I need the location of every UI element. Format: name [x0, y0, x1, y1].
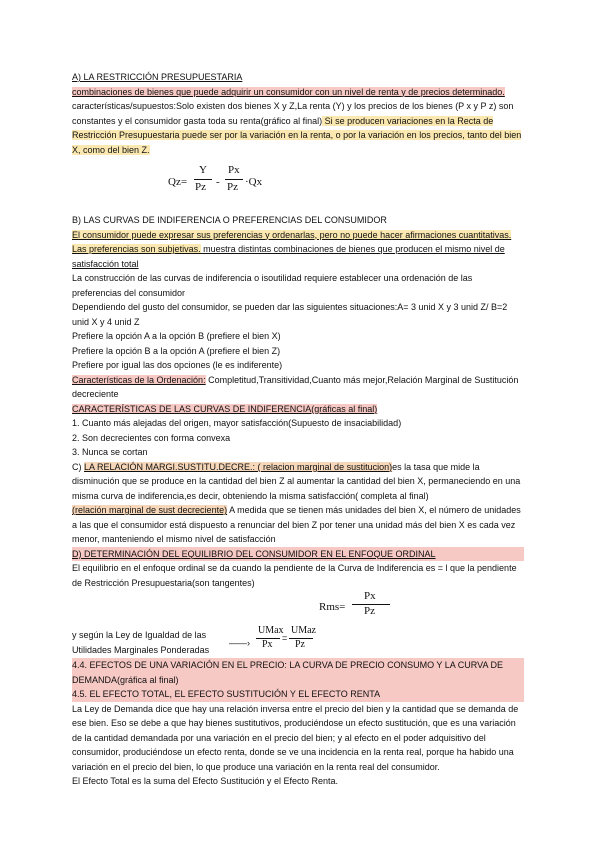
equals: =: [282, 633, 288, 643]
section-b-p2: Dependiendo del gusto del consumidor, se pueden dar las siguientes situaciones:A= 3 unid X y 3 unid Z/ B=2 unid X y 4 unid Z: [72, 302, 508, 327]
characteristic-3: 3. Nunca se cortan: [72, 447, 148, 457]
section-a-text: características/supuestos:Solo existen dos bienes X y Z,La renta (Y) y los precios de los bienes (P x y P z) son constantes y el consumidor gasta toda su renta(gráfico al final): [72, 101, 514, 126]
formula-num-2: Px: [228, 164, 240, 176]
document-page: [72, 70, 524, 789]
umax: UMax: [258, 625, 284, 636]
section-b-ordering: [72, 373, 524, 402]
section-45-text: La Ley de Demanda dice que hay una relación inversa entre el precio del bien y la cantidad que se demanda de ese bien. Eso se debe a que hay bienes sustitutivos, produciéndose un efecto sustitución, que es una variación de la cantidad demandada por una variación en el precio del bien; y al efecto en el poder adquisitivo del consumidor, produciéndose un efecto renta, donde se ve una incidencia en la renta real, porque ha habido una variación en el precio del bien, lo que produce una variación en la renta real del consumidor.: [72, 703, 519, 772]
ordering-text: Completitud,Transitividad,Cuanto más mejor,Relación Marginal de Sustitución decreciente: [72, 374, 519, 399]
section-b-title: B) LAS CURVAS DE INDIFERENCIA O PREFERENCIAS DEL CONSUMIDOR: [72, 215, 387, 225]
section-b-p3: Prefiere la opción A a la opción B (prefiere el bien X): [72, 331, 281, 341]
section-a-title: A) LA RESTRICCIÓN PRESUPUESTARIA: [72, 72, 243, 82]
section-a-highlight-definition: combinaciones de bienes que puede adquirir un consumidor con un nivel de renta y de precios determinado.: [72, 86, 505, 97]
formula-tail: ·Qx: [245, 176, 263, 188]
section-b-p4: Prefiere la opción B a la opción A (prefiere el bien Z): [72, 345, 281, 356]
ordering-label: Características de la Ordenación:: [72, 374, 206, 385]
umaz-den: Pz: [295, 639, 305, 650]
formula-num-1: Y: [199, 164, 207, 176]
weighted-utilities-law: [72, 625, 524, 658]
rms-den: Pz: [364, 605, 375, 617]
section-c-decreasing: [72, 503, 524, 547]
section-a-body: [72, 85, 524, 158]
characteristic-2: 2. Son decrecientes con forma convexa: [72, 432, 231, 443]
section-c-prefix: C): [72, 461, 84, 472]
rms-num: Px: [364, 590, 376, 602]
section-b-intro: [72, 228, 524, 272]
section-c-highlight: LA RELACIÓN MARGI.SUSTITU.DECRE.: ( relacion marginal de sustitucion): [84, 461, 393, 472]
section-c-text-2: A medida que se tienen más unidades del bien X, el número de unidades a las que el consumidor está dispuesto a renunciar del bien Z por tener una unidad más del bien X es cada vez menor, manteniendo el mismo nivel de satisfacción: [72, 505, 521, 544]
section-b-p5: Prefiere por igual las dos opciones (le es indiferente): [72, 360, 283, 370]
rms-lhs: Rms=: [319, 601, 346, 613]
section-b-highlight-2: muestra distintas combinaciones de bienes que producen el mismo nivel de satisfacción total: [72, 244, 505, 269]
characteristics-title: CARACTERÍSTICAS DE LAS CURVAS DE INDIFERENCIA(gráficas al final): [72, 403, 378, 414]
characteristic-1: 1. Cuanto más alejadas del origen, mayor satisfacción(Supuesto de insaciabilidad): [72, 418, 402, 428]
section-d-text: El equilibrio en el enfoque ordinal se da cuando la pendiente de la Curva de Indiferencia es = l que la pendiente de Restricción Presupuestaria(son tangentes): [72, 563, 517, 588]
formula-lhs: Qz=: [168, 176, 188, 188]
section-44-title: 4.4. EFECTOS DE UNA VARIACIÓN EN EL PRECIO: LA CURVA DE PRECIO CONSUMO Y LA CURVA DE DEMANDA(gráfica al final): [72, 658, 524, 687]
section-c-highlight-2: (relación marginal de sust decreciente): [72, 505, 228, 515]
umax-den: Px: [262, 639, 273, 650]
ley-text: y según la Ley de Igualdad de las Utilidades Marginales Ponderadas: [72, 630, 210, 655]
section-45-total: El Efecto Total es la suma del Efecto Sustitución y el Efecto Renta.: [72, 776, 338, 786]
section-d-title: D) DETERMINACIÓN DEL EQUILIBRIO DEL CONSUMIDOR EN EL ENFOQUE ORDINAL: [72, 547, 524, 562]
formula-den-1: Pz: [195, 181, 206, 193]
section-c-body: [72, 460, 524, 504]
section-b-highlight-1: El consumidor puede expresar sus preferencias y ordenarlas, pero no puede hacer afirmaciones cuantitativas. Las preferencias son subjetivas.: [72, 229, 512, 254]
section-45-title: 4.5. EL EFECTO TOTAL, EL EFECTO SUSTITUCIÓN Y EL EFECTO RENTA: [72, 687, 524, 702]
rms-formula: [72, 590, 524, 628]
arrow-icon: ——›: [229, 638, 250, 648]
formula-den-2: Pz: [227, 181, 238, 193]
budget-line-formula: Qz= Y Pz - Px Pz ·Qx: [168, 164, 263, 193]
section-c-text-1: es la tasa que mide la disminución que se produce en la cantidad del bien Z al aumentar la cantidad del bien X, permaneciendo en una misma curva de indiferencia,es decir, obteniendo la misma satisfacción( completa al final): [72, 461, 521, 501]
section-a-highlight-variations: Si se producen variaciones en la Recta de Restricción Presupuestaria puede ser por la variación en la renta, o por la variación en los precios, tanto del bien X, como del bien Z.: [72, 115, 522, 155]
section-b-p1: La construcción de las curvas de indiferencia o isoutilidad requiere establecer una ordenación de las preferencias del consumidor: [72, 273, 473, 298]
umaz: UMaz: [291, 625, 316, 636]
